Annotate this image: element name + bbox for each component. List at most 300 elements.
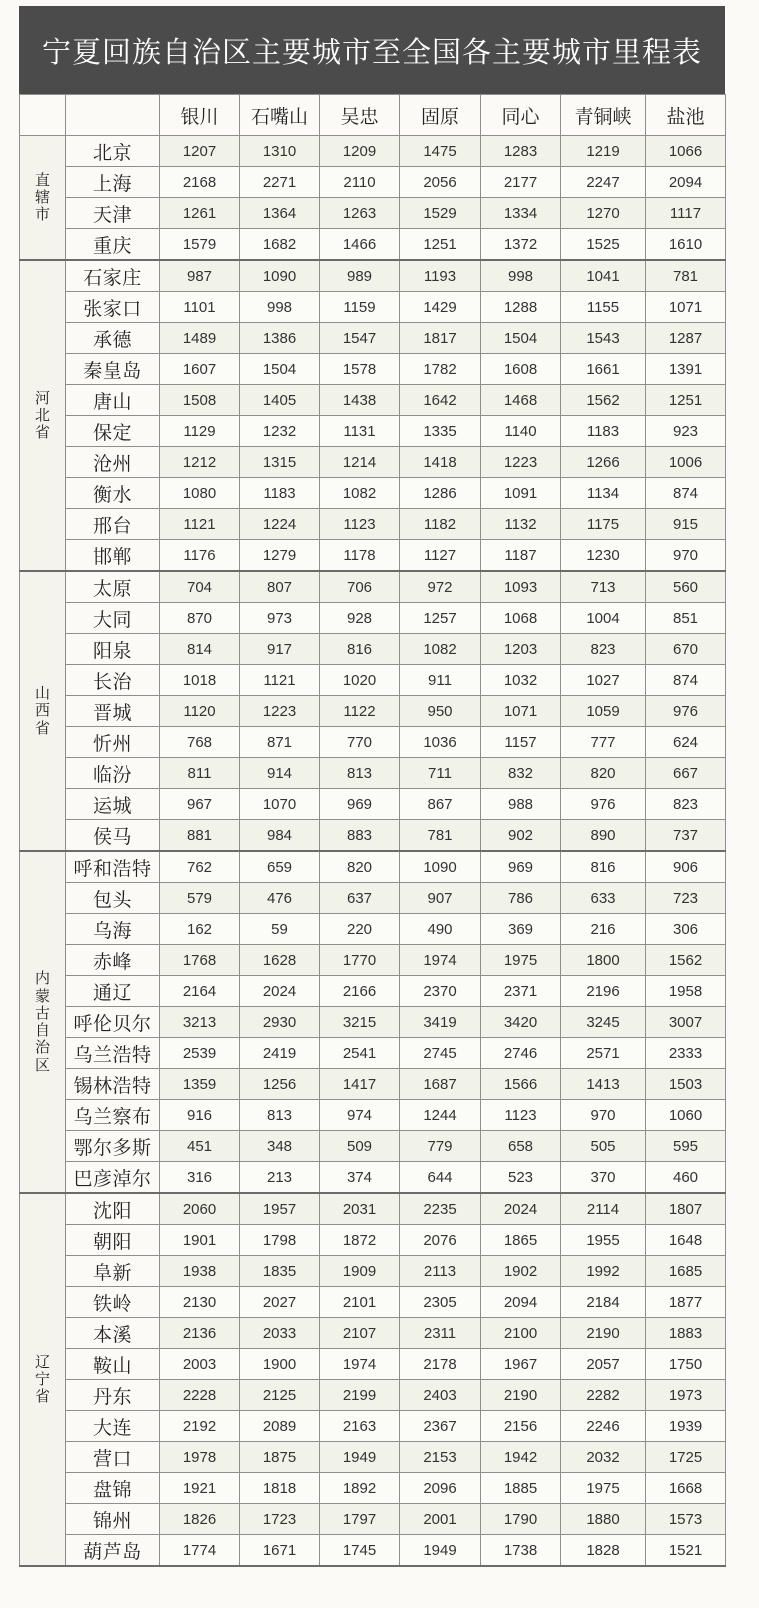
table-row bbox=[20, 447, 726, 478]
distance-cell: 1159 bbox=[320, 292, 400, 323]
distance-cell: 2282 bbox=[561, 1380, 646, 1411]
distance-cell: 1489 bbox=[160, 323, 240, 354]
distance-cell: 1504 bbox=[240, 354, 320, 385]
distance-cell: 1334 bbox=[481, 198, 561, 229]
distance-cell: 1547 bbox=[320, 323, 400, 354]
distance-cell: 867 bbox=[400, 789, 481, 820]
distance-cell: 1529 bbox=[400, 198, 481, 229]
distance-cell: 505 bbox=[561, 1131, 646, 1162]
distance-cell: 1068 bbox=[481, 603, 561, 634]
distance-cell: 970 bbox=[646, 540, 726, 572]
distance-cell: 2156 bbox=[481, 1411, 561, 1442]
distance-cell: 509 bbox=[320, 1131, 400, 1162]
column-header: 盐池 bbox=[646, 95, 726, 136]
table-row bbox=[20, 1380, 726, 1411]
distance-cell: 213 bbox=[240, 1162, 320, 1194]
distance-cell: 2153 bbox=[400, 1442, 481, 1473]
city-name: 侯马 bbox=[66, 820, 160, 852]
distance-cell: 1725 bbox=[646, 1442, 726, 1473]
distance-cell: 1041 bbox=[561, 260, 646, 292]
distance-cell: 906 bbox=[646, 851, 726, 883]
distance-cell: 1080 bbox=[160, 478, 240, 509]
distance-cell: 1797 bbox=[320, 1504, 400, 1535]
table-row bbox=[20, 883, 726, 914]
column-header: 青铜峡 bbox=[561, 95, 646, 136]
distance-cell: 998 bbox=[240, 292, 320, 323]
distance-cell: 1006 bbox=[646, 447, 726, 478]
distance-cell: 637 bbox=[320, 883, 400, 914]
city-name: 秦皇岛 bbox=[66, 354, 160, 385]
distance-cell: 2419 bbox=[240, 1038, 320, 1069]
distance-cell: 890 bbox=[561, 820, 646, 852]
distance-cell: 2403 bbox=[400, 1380, 481, 1411]
distance-cell: 1892 bbox=[320, 1473, 400, 1504]
distance-cell: 1790 bbox=[481, 1504, 561, 1535]
distance-cell: 1770 bbox=[320, 945, 400, 976]
city-name: 承德 bbox=[66, 323, 160, 354]
city-name: 铁岭 bbox=[66, 1287, 160, 1318]
distance-cell: 1817 bbox=[400, 323, 481, 354]
distance-cell: 2136 bbox=[160, 1318, 240, 1349]
distance-cell: 851 bbox=[646, 603, 726, 634]
distance-cell: 967 bbox=[160, 789, 240, 820]
mileage-table bbox=[19, 94, 726, 1567]
distance-cell: 1768 bbox=[160, 945, 240, 976]
table-row bbox=[20, 1473, 726, 1504]
table-row bbox=[20, 634, 726, 665]
distance-cell: 1901 bbox=[160, 1225, 240, 1256]
city-name: 阳泉 bbox=[66, 634, 160, 665]
distance-cell: 816 bbox=[561, 851, 646, 883]
distance-cell: 1835 bbox=[240, 1256, 320, 1287]
distance-cell: 874 bbox=[646, 478, 726, 509]
distance-cell: 823 bbox=[646, 789, 726, 820]
city-name: 张家口 bbox=[66, 292, 160, 323]
distance-cell: 1261 bbox=[160, 198, 240, 229]
distance-cell: 1070 bbox=[240, 789, 320, 820]
distance-cell: 1438 bbox=[320, 385, 400, 416]
table-row bbox=[20, 727, 726, 758]
distance-cell: 1101 bbox=[160, 292, 240, 323]
distance-cell: 1310 bbox=[240, 136, 320, 167]
distance-cell: 2199 bbox=[320, 1380, 400, 1411]
city-name: 沧州 bbox=[66, 447, 160, 478]
distance-cell: 915 bbox=[646, 509, 726, 540]
distance-cell: 1232 bbox=[240, 416, 320, 447]
distance-cell: 1224 bbox=[240, 509, 320, 540]
distance-cell: 1132 bbox=[481, 509, 561, 540]
distance-cell: 1955 bbox=[561, 1225, 646, 1256]
table-row bbox=[20, 1318, 726, 1349]
distance-cell: 579 bbox=[160, 883, 240, 914]
distance-cell: 1610 bbox=[646, 229, 726, 261]
distance-cell: 2177 bbox=[481, 167, 561, 198]
table-row bbox=[20, 1100, 726, 1131]
distance-cell: 973 bbox=[240, 603, 320, 634]
distance-cell: 1883 bbox=[646, 1318, 726, 1349]
distance-cell: 1059 bbox=[561, 696, 646, 727]
distance-cell: 1973 bbox=[646, 1380, 726, 1411]
distance-cell: 2033 bbox=[240, 1318, 320, 1349]
column-header: 石嘴山 bbox=[240, 95, 320, 136]
distance-cell: 1949 bbox=[400, 1535, 481, 1567]
distance-cell: 2096 bbox=[400, 1473, 481, 1504]
distance-cell: 1967 bbox=[481, 1349, 561, 1380]
distance-cell: 670 bbox=[646, 634, 726, 665]
city-name: 唐山 bbox=[66, 385, 160, 416]
distance-cell: 1880 bbox=[561, 1504, 646, 1535]
distance-cell: 976 bbox=[561, 789, 646, 820]
table-row bbox=[20, 1504, 726, 1535]
distance-cell: 1244 bbox=[400, 1100, 481, 1131]
distance-cell: 2370 bbox=[400, 976, 481, 1007]
distance-cell: 2930 bbox=[240, 1007, 320, 1038]
distance-cell: 374 bbox=[320, 1162, 400, 1194]
distance-cell: 1525 bbox=[561, 229, 646, 261]
distance-cell: 1503 bbox=[646, 1069, 726, 1100]
table-row bbox=[20, 229, 726, 261]
column-header: 同心 bbox=[481, 95, 561, 136]
table-row bbox=[20, 696, 726, 727]
distance-cell: 737 bbox=[646, 820, 726, 852]
distance-cell: 2571 bbox=[561, 1038, 646, 1069]
distance-cell: 1872 bbox=[320, 1225, 400, 1256]
distance-cell: 2541 bbox=[320, 1038, 400, 1069]
distance-cell: 3007 bbox=[646, 1007, 726, 1038]
distance-cell: 1175 bbox=[561, 509, 646, 540]
table-row bbox=[20, 1256, 726, 1287]
group-label-text: 直辖市 bbox=[34, 171, 50, 224]
table-row bbox=[20, 945, 726, 976]
distance-cell: 870 bbox=[160, 603, 240, 634]
distance-cell: 1750 bbox=[646, 1349, 726, 1380]
distance-cell: 1117 bbox=[646, 198, 726, 229]
table-row bbox=[20, 820, 726, 852]
distance-cell: 814 bbox=[160, 634, 240, 665]
distance-cell: 2192 bbox=[160, 1411, 240, 1442]
distance-cell: 1223 bbox=[240, 696, 320, 727]
distance-cell: 871 bbox=[240, 727, 320, 758]
distance-cell: 2100 bbox=[481, 1318, 561, 1349]
distance-cell: 1466 bbox=[320, 229, 400, 261]
table-body bbox=[20, 95, 726, 1567]
city-name: 乌兰察布 bbox=[66, 1100, 160, 1131]
distance-cell: 1082 bbox=[400, 634, 481, 665]
city-name: 太原 bbox=[66, 571, 160, 603]
distance-cell: 2166 bbox=[320, 976, 400, 1007]
distance-cell: 1209 bbox=[320, 136, 400, 167]
distance-cell: 2125 bbox=[240, 1380, 320, 1411]
distance-cell: 2113 bbox=[400, 1256, 481, 1287]
table-row bbox=[20, 976, 726, 1007]
distance-cell: 1315 bbox=[240, 447, 320, 478]
distance-cell: 807 bbox=[240, 571, 320, 603]
distance-cell: 2114 bbox=[561, 1193, 646, 1225]
table-row bbox=[20, 851, 726, 883]
distance-cell: 2247 bbox=[561, 167, 646, 198]
distance-cell: 1183 bbox=[240, 478, 320, 509]
distance-cell: 1429 bbox=[400, 292, 481, 323]
distance-cell: 1579 bbox=[160, 229, 240, 261]
distance-cell: 1071 bbox=[646, 292, 726, 323]
distance-cell: 3213 bbox=[160, 1007, 240, 1038]
distance-cell: 969 bbox=[320, 789, 400, 820]
distance-cell: 1288 bbox=[481, 292, 561, 323]
distance-cell: 1958 bbox=[646, 976, 726, 1007]
distance-cell: 59 bbox=[240, 914, 320, 945]
distance-cell: 1475 bbox=[400, 136, 481, 167]
city-name: 衡水 bbox=[66, 478, 160, 509]
city-name: 鞍山 bbox=[66, 1349, 160, 1380]
distance-cell: 881 bbox=[160, 820, 240, 852]
distance-cell: 2057 bbox=[561, 1349, 646, 1380]
distance-cell: 1187 bbox=[481, 540, 561, 572]
distance-cell: 1828 bbox=[561, 1535, 646, 1567]
distance-cell: 2184 bbox=[561, 1287, 646, 1318]
distance-cell: 1178 bbox=[320, 540, 400, 572]
city-name: 重庆 bbox=[66, 229, 160, 261]
distance-cell: 1157 bbox=[481, 727, 561, 758]
distance-cell: 1902 bbox=[481, 1256, 561, 1287]
distance-cell: 1521 bbox=[646, 1535, 726, 1567]
distance-cell: 2163 bbox=[320, 1411, 400, 1442]
distance-cell: 1885 bbox=[481, 1473, 561, 1504]
header-corner-city bbox=[66, 95, 160, 136]
distance-cell: 1661 bbox=[561, 354, 646, 385]
distance-cell: 2094 bbox=[646, 167, 726, 198]
table-row bbox=[20, 509, 726, 540]
distance-cell: 2271 bbox=[240, 167, 320, 198]
distance-cell: 2228 bbox=[160, 1380, 240, 1411]
city-name: 呼和浩特 bbox=[66, 851, 160, 883]
group-label bbox=[20, 260, 66, 571]
distance-cell: 823 bbox=[561, 634, 646, 665]
distance-cell: 2101 bbox=[320, 1287, 400, 1318]
distance-cell: 2190 bbox=[481, 1380, 561, 1411]
group-label bbox=[20, 136, 66, 261]
city-name: 保定 bbox=[66, 416, 160, 447]
distance-cell: 907 bbox=[400, 883, 481, 914]
distance-cell: 560 bbox=[646, 571, 726, 603]
distance-cell: 1508 bbox=[160, 385, 240, 416]
table-row bbox=[20, 1162, 726, 1194]
distance-cell: 1127 bbox=[400, 540, 481, 572]
distance-cell: 2539 bbox=[160, 1038, 240, 1069]
distance-cell: 1938 bbox=[160, 1256, 240, 1287]
distance-cell: 2094 bbox=[481, 1287, 561, 1318]
city-name: 大连 bbox=[66, 1411, 160, 1442]
city-name: 长治 bbox=[66, 665, 160, 696]
distance-cell: 1974 bbox=[320, 1349, 400, 1380]
distance-cell: 777 bbox=[561, 727, 646, 758]
distance-cell: 768 bbox=[160, 727, 240, 758]
distance-cell: 1682 bbox=[240, 229, 320, 261]
table-row bbox=[20, 1069, 726, 1100]
distance-cell: 1212 bbox=[160, 447, 240, 478]
group-label-text: 山西省 bbox=[34, 685, 50, 737]
distance-cell: 989 bbox=[320, 260, 400, 292]
distance-cell: 2060 bbox=[160, 1193, 240, 1225]
distance-cell: 1405 bbox=[240, 385, 320, 416]
distance-cell: 1364 bbox=[240, 198, 320, 229]
distance-cell: 1120 bbox=[160, 696, 240, 727]
distance-cell: 902 bbox=[481, 820, 561, 852]
table-row bbox=[20, 1007, 726, 1038]
distance-cell: 1921 bbox=[160, 1473, 240, 1504]
city-name: 大同 bbox=[66, 603, 160, 634]
distance-cell: 2168 bbox=[160, 167, 240, 198]
distance-cell: 2089 bbox=[240, 1411, 320, 1442]
city-name: 巴彦淖尔 bbox=[66, 1162, 160, 1194]
city-name: 葫芦岛 bbox=[66, 1535, 160, 1567]
distance-cell: 1372 bbox=[481, 229, 561, 261]
distance-cell: 2003 bbox=[160, 1349, 240, 1380]
distance-cell: 1203 bbox=[481, 634, 561, 665]
distance-cell: 972 bbox=[400, 571, 481, 603]
distance-cell: 2027 bbox=[240, 1287, 320, 1318]
distance-cell: 3420 bbox=[481, 1007, 561, 1038]
distance-cell: 916 bbox=[160, 1100, 240, 1131]
distance-cell: 1745 bbox=[320, 1535, 400, 1567]
distance-cell: 2031 bbox=[320, 1193, 400, 1225]
city-name: 通辽 bbox=[66, 976, 160, 1007]
distance-cell: 976 bbox=[646, 696, 726, 727]
distance-cell: 2196 bbox=[561, 976, 646, 1007]
distance-cell: 2235 bbox=[400, 1193, 481, 1225]
distance-cell: 1687 bbox=[400, 1069, 481, 1100]
distance-cell: 1359 bbox=[160, 1069, 240, 1100]
distance-cell: 1123 bbox=[481, 1100, 561, 1131]
distance-cell: 1256 bbox=[240, 1069, 320, 1100]
distance-cell: 3419 bbox=[400, 1007, 481, 1038]
city-name: 阜新 bbox=[66, 1256, 160, 1287]
distance-cell: 1562 bbox=[561, 385, 646, 416]
table-row bbox=[20, 198, 726, 229]
distance-cell: 2130 bbox=[160, 1287, 240, 1318]
city-name: 锦州 bbox=[66, 1504, 160, 1535]
city-name: 营口 bbox=[66, 1442, 160, 1473]
table-row bbox=[20, 665, 726, 696]
distance-cell: 1504 bbox=[481, 323, 561, 354]
table-row bbox=[20, 1535, 726, 1567]
distance-cell: 1193 bbox=[400, 260, 481, 292]
city-name: 北京 bbox=[66, 136, 160, 167]
distance-cell: 1939 bbox=[646, 1411, 726, 1442]
distance-cell: 1266 bbox=[561, 447, 646, 478]
distance-cell: 1121 bbox=[160, 509, 240, 540]
distance-cell: 2745 bbox=[400, 1038, 481, 1069]
distance-cell: 2178 bbox=[400, 1349, 481, 1380]
distance-cell: 1975 bbox=[481, 945, 561, 976]
distance-cell: 1036 bbox=[400, 727, 481, 758]
distance-cell: 883 bbox=[320, 820, 400, 852]
distance-cell: 1020 bbox=[320, 665, 400, 696]
group-label-text: 辽宁省 bbox=[34, 1353, 50, 1406]
distance-cell: 2110 bbox=[320, 167, 400, 198]
distance-cell: 2032 bbox=[561, 1442, 646, 1473]
distance-cell: 984 bbox=[240, 820, 320, 852]
distance-cell: 704 bbox=[160, 571, 240, 603]
distance-cell: 2001 bbox=[400, 1504, 481, 1535]
distance-cell: 950 bbox=[400, 696, 481, 727]
distance-cell: 1018 bbox=[160, 665, 240, 696]
distance-cell: 2367 bbox=[400, 1411, 481, 1442]
distance-cell: 316 bbox=[160, 1162, 240, 1194]
distance-cell: 923 bbox=[646, 416, 726, 447]
city-name: 丹东 bbox=[66, 1380, 160, 1411]
distance-cell: 1004 bbox=[561, 603, 646, 634]
distance-cell: 1140 bbox=[481, 416, 561, 447]
distance-cell: 1468 bbox=[481, 385, 561, 416]
distance-cell: 1155 bbox=[561, 292, 646, 323]
distance-cell: 1875 bbox=[240, 1442, 320, 1473]
distance-cell: 2371 bbox=[481, 976, 561, 1007]
distance-cell: 1738 bbox=[481, 1535, 561, 1567]
city-name: 包头 bbox=[66, 883, 160, 914]
city-name: 鄂尔多斯 bbox=[66, 1131, 160, 1162]
distance-cell: 1176 bbox=[160, 540, 240, 572]
table-row bbox=[20, 1349, 726, 1380]
distance-cell: 1121 bbox=[240, 665, 320, 696]
distance-cell: 813 bbox=[320, 758, 400, 789]
distance-cell: 911 bbox=[400, 665, 481, 696]
distance-cell: 1183 bbox=[561, 416, 646, 447]
header-corner-group bbox=[20, 95, 66, 136]
distance-cell: 1608 bbox=[481, 354, 561, 385]
distance-cell: 1974 bbox=[400, 945, 481, 976]
distance-cell: 1642 bbox=[400, 385, 481, 416]
distance-cell: 1223 bbox=[481, 447, 561, 478]
distance-cell: 1648 bbox=[646, 1225, 726, 1256]
header-row bbox=[20, 95, 726, 136]
distance-cell: 667 bbox=[646, 758, 726, 789]
table-row bbox=[20, 603, 726, 634]
distance-cell: 1826 bbox=[160, 1504, 240, 1535]
distance-cell: 460 bbox=[646, 1162, 726, 1194]
distance-cell: 1071 bbox=[481, 696, 561, 727]
table-row bbox=[20, 323, 726, 354]
distance-cell: 2024 bbox=[240, 976, 320, 1007]
distance-cell: 1417 bbox=[320, 1069, 400, 1100]
distance-cell: 1131 bbox=[320, 416, 400, 447]
distance-cell: 1082 bbox=[320, 478, 400, 509]
distance-cell: 1060 bbox=[646, 1100, 726, 1131]
distance-cell: 781 bbox=[400, 820, 481, 852]
distance-cell: 1391 bbox=[646, 354, 726, 385]
distance-cell: 2164 bbox=[160, 976, 240, 1007]
distance-cell: 2190 bbox=[561, 1318, 646, 1349]
distance-cell: 706 bbox=[320, 571, 400, 603]
city-name: 本溪 bbox=[66, 1318, 160, 1349]
table-row bbox=[20, 292, 726, 323]
city-name: 石家庄 bbox=[66, 260, 160, 292]
group-label-text: 内蒙古自治区 bbox=[34, 970, 50, 1074]
distance-cell: 624 bbox=[646, 727, 726, 758]
city-name: 乌海 bbox=[66, 914, 160, 945]
distance-cell: 1543 bbox=[561, 323, 646, 354]
distance-cell: 1782 bbox=[400, 354, 481, 385]
distance-cell: 1123 bbox=[320, 509, 400, 540]
distance-cell: 988 bbox=[481, 789, 561, 820]
table-row bbox=[20, 758, 726, 789]
distance-cell: 917 bbox=[240, 634, 320, 665]
distance-cell: 595 bbox=[646, 1131, 726, 1162]
distance-cell: 1093 bbox=[481, 571, 561, 603]
table-row bbox=[20, 478, 726, 509]
distance-cell: 1219 bbox=[561, 136, 646, 167]
distance-cell: 832 bbox=[481, 758, 561, 789]
city-name: 天津 bbox=[66, 198, 160, 229]
